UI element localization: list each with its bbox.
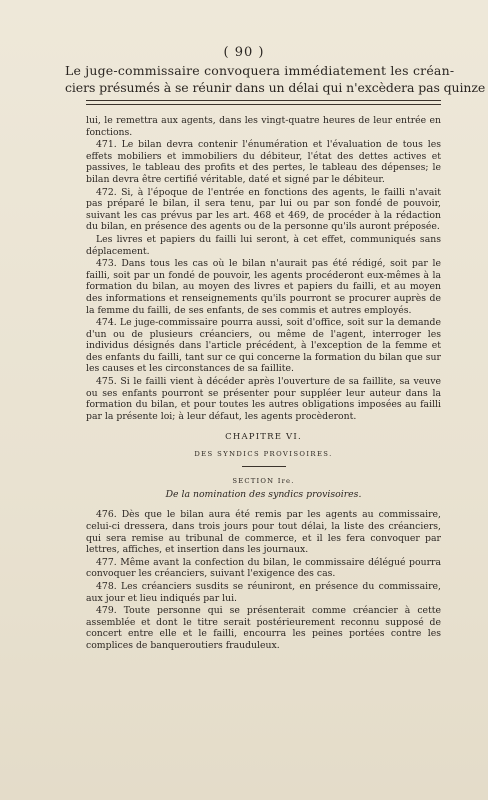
page-body bbox=[86, 115, 441, 653]
chapter-subtitle: DES SYNDICS PROVISOIRES. bbox=[194, 450, 333, 459]
article-paragraph: 479. Toute personne qui se présenterait comme créancier à cette assemblée et dont le titre serait postérieurement reconnu supposé de concert entre elle et le failli, encourra les peines portées contre les complices de banqueroutiers frauduleux. bbox=[86, 605, 441, 651]
article-paragraph: lui, le remettra aux agents, dans les vingt-quatre heures de leur entrée en fonctions. bbox=[86, 115, 441, 138]
header-line-1: Le juge-commissaire convoquera immédiatement les créan- bbox=[65, 63, 455, 78]
section-label: SECTION Ire. bbox=[232, 477, 295, 486]
article-paragraph: Les livres et papiers du failli lui seront, à cet effet, communiqués sans déplacement. bbox=[86, 233, 441, 257]
articles-before bbox=[86, 115, 441, 422]
separator-rule bbox=[86, 100, 441, 105]
continued-text-block bbox=[65, 62, 486, 96]
page-number: ( 90 ) bbox=[223, 45, 265, 60]
article-paragraph: 476. Dès que le bilan aura été remis par les agents au commissaire, celui-ci dressera, dans trois jours pour tout délai, la liste des créanciers, qui sera remise au tribunal de commerce, et il les fera convoquer par lettres, affiches, et insertion dans les journaux. bbox=[86, 509, 441, 556]
chapter-rule bbox=[242, 466, 286, 467]
article-paragraph: 478. Les créanciers susdits se réuniront, en présence du commissaire, aux jour et lieu indiqués par lui. bbox=[86, 581, 441, 604]
section-title: De la nomination des syndics provisoires. bbox=[165, 489, 362, 501]
article-paragraph: 477. Même avant la confection du bilan, le commissaire délégué pourra convoquer les créanciers, suivant l'exigence des cas. bbox=[86, 556, 441, 580]
chapter-title: CHAPITRE VI. bbox=[225, 432, 302, 443]
articles-after bbox=[86, 509, 441, 651]
article-paragraph: 474. Le juge-commissaire pourra aussi, soit d'office, soit sur la demande d'un ou de plusieurs créanciers, ou même de l'agent, interroger les individus désignés dans l'article précédent, à l'exception de la femme et des enfants du failli, tant sur ce qui concerne la formation du bilan que sur les causes et les circonstances de sa faillite. bbox=[86, 317, 441, 375]
article-paragraph: 473. Dans tous les cas où le bilan n'aurait pas été rédigé, soit par le failli, soit par un fondé de pouvoir, les agents procéderont eux-mêmes à la formation du bilan, au moyen des livres et papiers du failli, et au moyen des informations et renseignements qu'ils pourront se procurer auprès de la femme du failli, de ses enfants, de ses commis et autres employés. bbox=[86, 258, 441, 316]
article-paragraph: 471. Le bilan devra contenir l'énumération et l'évaluation de tous les effets mobiliers et immobiliers du débiteur, l'état des dettes actives et passives, le tableau des profits et des pertes, le tableau des dépenses; le bilan devra être certifié véritable, daté et signé par le débiteur. bbox=[86, 139, 441, 185]
article-paragraph: 472. Si, à l'époque de l'entrée en fonctions des agents, le failli n'avait pas préparé le bilan, il sera tenu, par lui ou par son fondé de pouvoir, suivant les cas prévus par les art. 468 et 469, de procéder à la rédaction du bilan, en présence des agents ou de la personne qu'ils auront préposée. bbox=[86, 186, 441, 233]
article-paragraph: 475. Si le failli vient à décéder après l'ouverture de sa faillite, sa veuve ou ses enfants pourront se présenter pour suppléer leur auteur dans la formation du bilan, et pour toutes les autres obligations imposées au failli par la présente loi; à leur défaut, les agents procèderont. bbox=[86, 376, 441, 422]
header-line-2: ciers présumés à se réunir dans un délai qui n'excèdera pas quinze bbox=[65, 80, 486, 95]
